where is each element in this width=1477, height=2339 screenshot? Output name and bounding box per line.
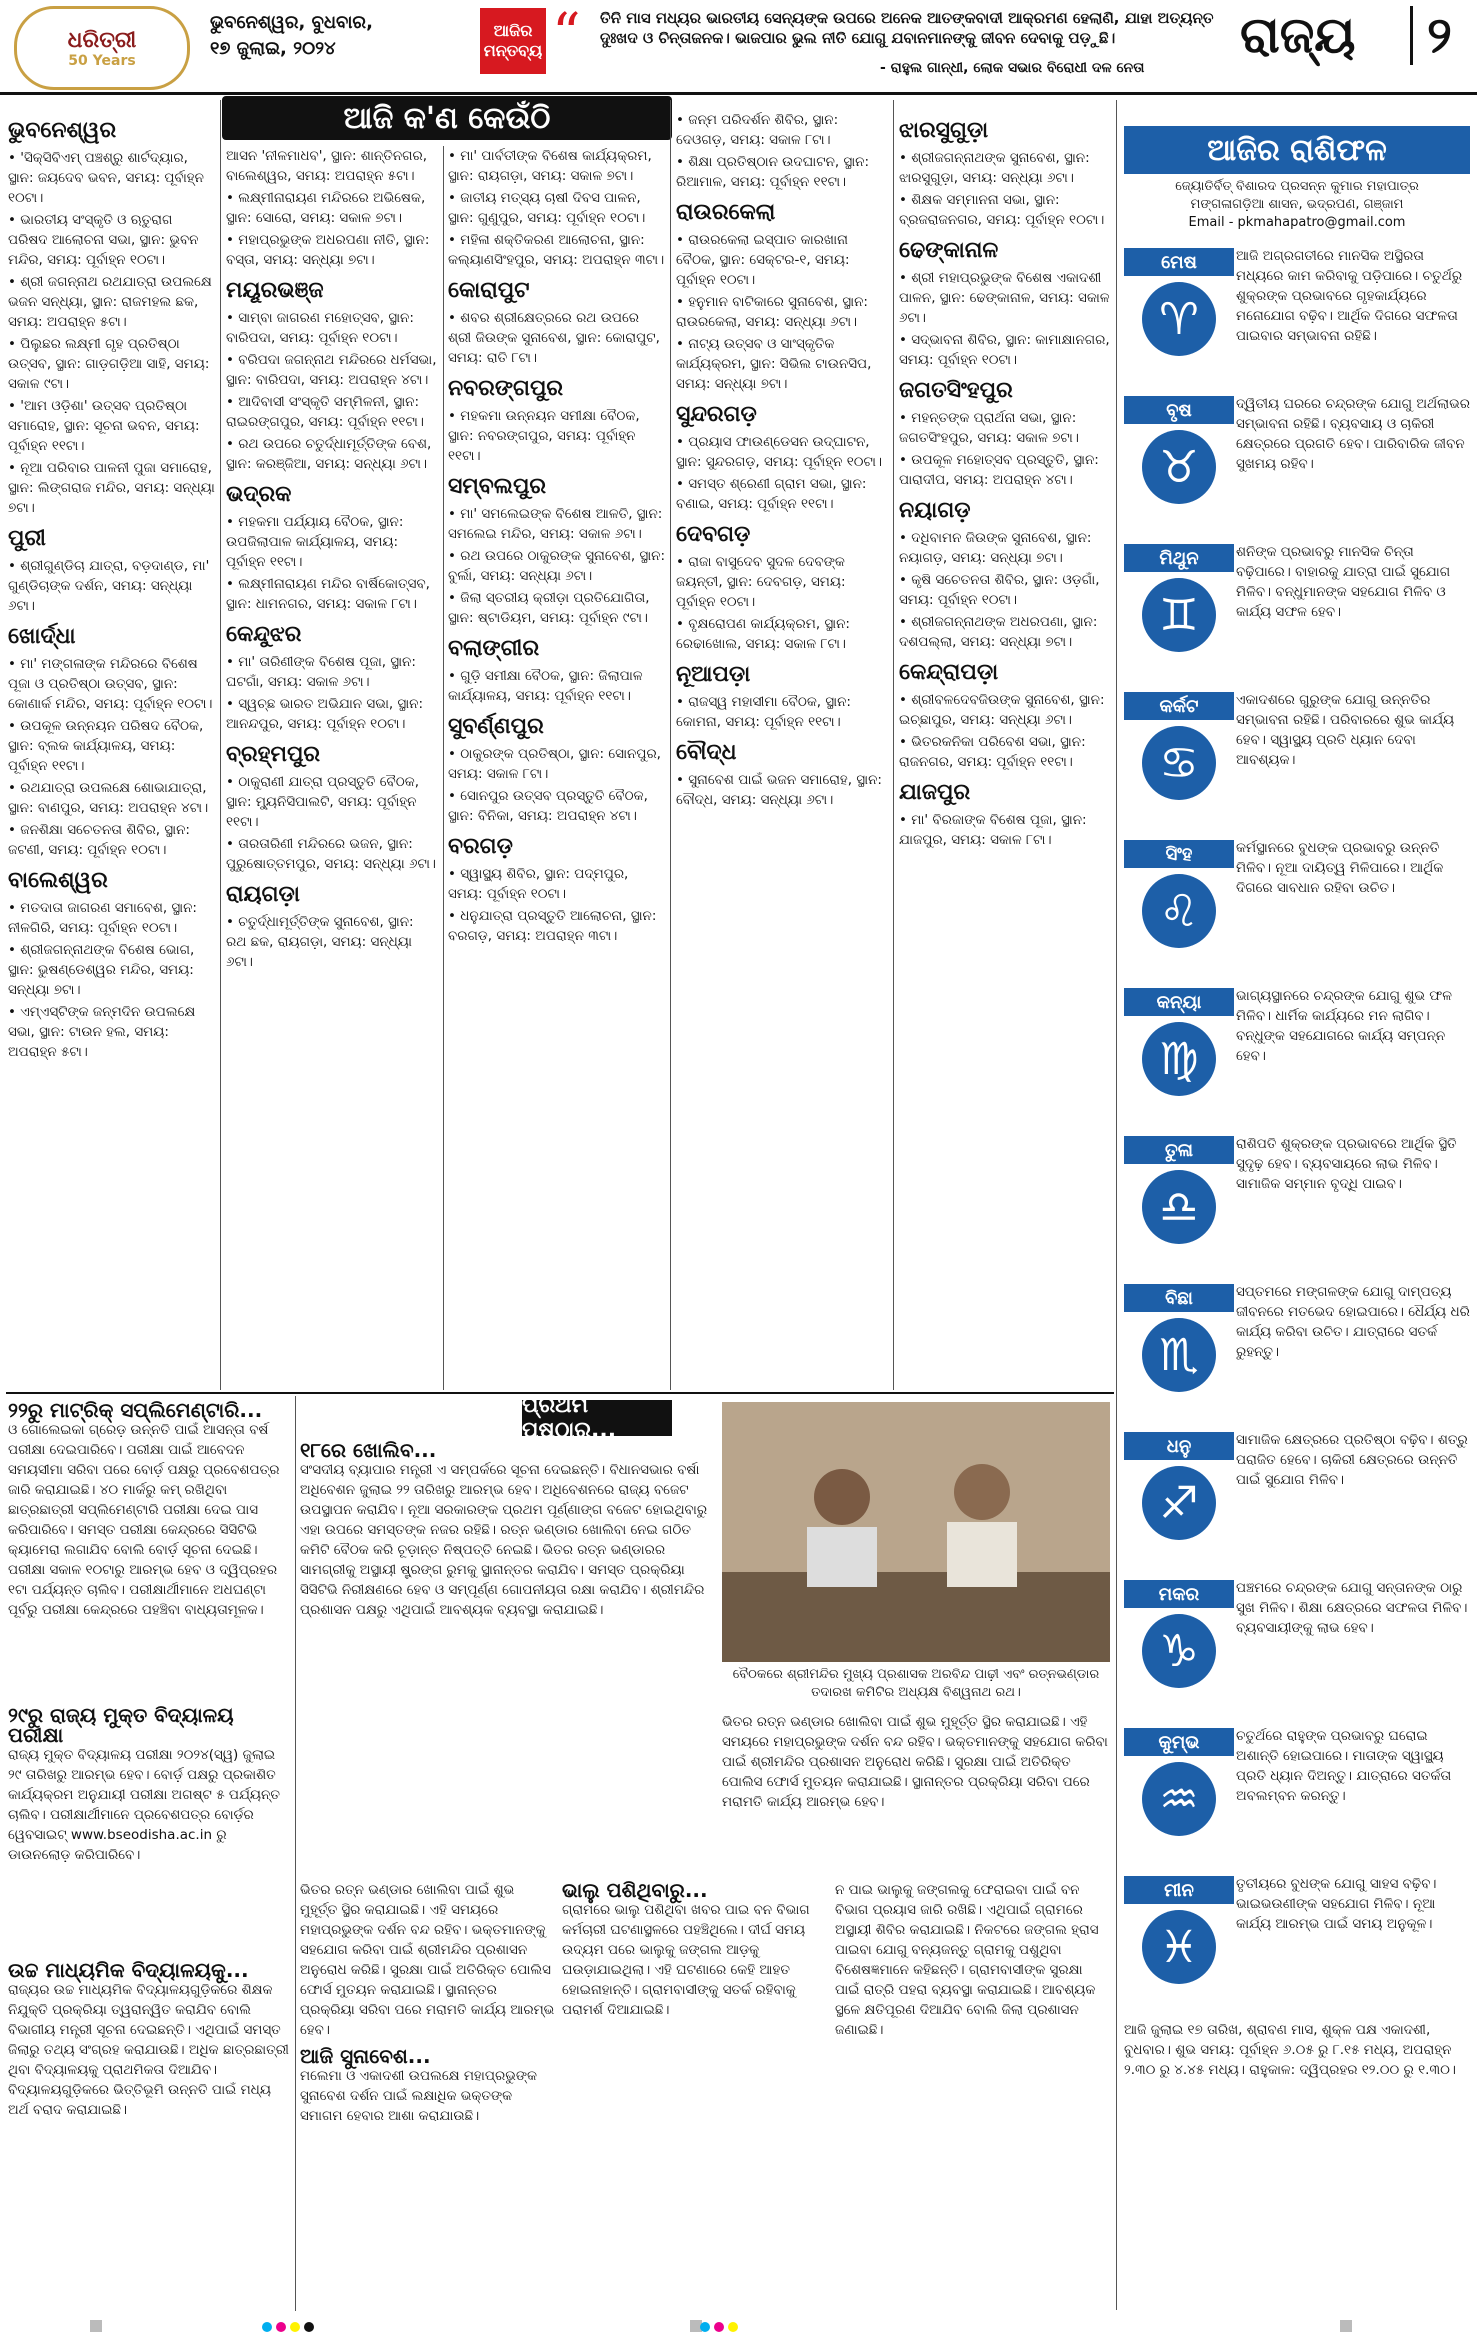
event-item: • ତାରତାରିଣୀ ମନ୍ଦିରରେ ଭଜନ, ସ୍ଥାନ: ପୁରୁଷୋତ୍ତମପୁର, ସମୟ: ସନ୍ଧ୍ୟା ୬ଟା। <box>226 836 437 872</box>
zodiac-icon: ♑ <box>1142 1614 1216 1688</box>
astrologer-name: ଜ୍ୟୋତିର୍ବିତ୍‌ ବିଶାରଦ ପ୍ରସନ୍ନ କୁମାର ମହାପାତ୍ର <box>1175 179 1419 194</box>
article-ratna-bhandar <box>300 1440 716 1870</box>
event-item: • ନୂଆ ପରିବାର ପାଳନୀ ପୁଜା ସମାରୋହ, ସ୍ଥାନ: ଲିଙ୍ଗରାଜ ମନ୍ଦିର, ସମୟ: ସନ୍ଧ୍ୟା ୭ଟା। <box>8 460 215 516</box>
events-banner: ଆଜି କ'ଣ କେଉଁଠି <box>222 96 672 140</box>
event-item: • ବୃକ୍ଷରୋପଣ କାର୍ଯ୍ୟକ୍ରମ, ସ୍ଥାନ: ରେଢାଖୋଲ, ସମୟ: ସକାଳ ୮ଟା। <box>676 616 850 652</box>
event-item: • 'ଆମ ଓଡ଼ିଶା' ଉତ୍ସବ ପ୍ରତିଷ୍ଠା ସମାରୋହ, ସ୍ଥାନ: ସୂଚନା ଭବନ, ସମୟ: ପୂର୍ବାହ୍ନ ୧୧ଟା। <box>8 398 200 454</box>
article-body: ଓ ଗୋଲେଇକା ଗ୍ରେଡ଼ ଉନ୍ନତି ପାଇଁ ଆସନ୍ତା ବର୍ଷ ପରୀକ୍ଷା ଦେଇପାରିବେ। ପରୀକ୍ଷା ପାଇଁ ଆବେଦନ ସମୟସୀମା ସରିବା ପରେ ବୋର୍ଡ଼ ପକ୍ଷରୁ ପ୍ରବେଶପତ୍ର ଜାରି କରାଯାଇଛି। ୪୦ ମାର୍କରୁ କମ୍ ରଖିଥିବା ଛାତ୍ରଛାତ୍ରୀ ସପ୍ଲିମେଣ୍ଟାରି ପରୀକ୍ଷା ଦେଇ ପାସ କରିପାରିବେ। ସମସ୍ତ ପରୀକ୍ଷା କେନ୍ଦ୍ରରେ ସିସିଟିଭି କ୍ୟାମେରା ଲଗାଯିବ ବୋଲି ବୋର୍ଡ଼ ସୂଚନା ଦେଇଛି। ପରୀକ୍ଷା ସକାଳ ୧୦ଟାରୁ ଆରମ୍ଭ ହେବ ଓ ଦ୍ୱିପ୍ରହର ୧ଟା ପର୍ଯ୍ୟନ୍ତ ଚାଲିବ। ପରୀକ୍ଷାର୍ଥୀମାନେ ଅଧଘଣ୍ଟା ପୂର୍ବରୁ ପରୀକ୍ଷା କେନ୍ଦ୍ରରେ ପହଞ୍ଚିବା ବାଧ୍ୟତାମୂଳକ। <box>8 1422 280 1618</box>
rashi-prediction: ରାଶିପତି ଶୁକ୍ରଙ୍କ ପ୍ରଭାବରେ ଆର୍ଥିକ ସ୍ଥିତି ସୁଦୃଢ଼ ହେବ। ବ୍ୟବସାୟରେ ଲାଭ ମିଳିବ। ସାମାଜିକ ସମ୍ମାନ ବୃଦ୍ଧି ପାଇବ। <box>1236 1136 1457 1192</box>
article-headline: ୨୯ରୁ ରାଜ୍ୟ ମୁକ୍ତ ବିଦ୍ୟାଳୟ ପରୀକ୍ଷା <box>8 1705 234 1747</box>
column-divider <box>220 100 221 1390</box>
event-item: • କୃଷି ସଚେତନତା ଶିବିର, ସ୍ଥାନ: ଓଡ଼ଗାଁ, ସମୟ: ପୂର୍ବାହ୍ନ ୧୦ଟା। <box>899 572 1100 608</box>
zodiac-icon: ♏ <box>1142 1318 1216 1392</box>
rashi-entry <box>1124 838 1470 988</box>
article-body: ନ ପାଇ ଭାଲୁକୁ ଜଙ୍ଗଲକୁ ଫେରାଇବା ପାଇଁ ବନ ବିଭାଗ ପ୍ରୟାସ ଜାରି ରଖିଛି। ଏଥିପାଇଁ ଗ୍ରାମରେ ଅସ୍ଥାୟୀ ଶିବିର କରାଯାଇଛି। ନିକଟରେ ଜଙ୍ଗଲ ହ୍ରାସ ପାଇବା ଯୋଗୁ ବନ୍ୟଜନ୍ତୁ ଗ୍ରାମକୁ ପଶୁଥିବା ବିଶେଷଜ୍ଞମାନେ କହିଛନ୍ତି। ଗ୍ରାମବାସୀଙ୍କ ସୁରକ୍ଷା ପାଇଁ ରାତ୍ରି ପହରା ବ୍ୟବସ୍ଥା କରାଯାଇଛି। ଆବଶ୍ୟକ ସ୍ଥଳେ କ୍ଷତିପୂରଣ ଦିଆଯିବ ବୋଲି ଜିଲା ପ୍ରଶାସନ ଜଣାଇଛି। <box>835 1882 1099 2038</box>
event-item: • ବରିପଦା ଜଗନ୍ନାଥ ମନ୍ଦିରରେ ଧର୍ମସଭା, ସ୍ଥାନ: ବାରିପଦା, ସମୟ: ଅପରାହ୍ନ ୪ଟା। <box>226 352 437 388</box>
zodiac-icon: ♎ <box>1142 1170 1216 1244</box>
article-body: ରାଜ୍ୟ ମୁକ୍ତ ବିଦ୍ୟାଳୟ ପରୀକ୍ଷା ୨୦୨୪(ସ୍ୱ) ଜୁଲାଇ ୨୯ ତାରିଖରୁ ଆରମ୍ଭ ହେବ। ବୋର୍ଡ଼ ପକ୍ଷରୁ ପ୍ରକାଶିତ କାର୍ଯ୍ୟକ୍ରମ ଅନୁଯାୟୀ ପରୀକ୍ଷା ଅଗଷ୍ଟ ୫ ପର୍ଯ୍ୟନ୍ତ ଚାଲିବ। ପରୀକ୍ଷାର୍ଥୀମାନେ ପ୍ରବେଶପତ୍ର ବୋର୍ଡ଼ର ୱେବସାଇଟ୍ www.bseodisha.ac.in ରୁ ଡାଉନଲୋଡ଼ କରିପାରିବେ। <box>8 1747 280 1863</box>
event-item: • ଚତୁର୍ଦ୍ଧାମୂର୍ତ୍ତିଙ୍କ ସୁନାବେଶ, ସ୍ଥାନ: ରଥ ଛକ, ରାୟଗଡ଼ା, ସମୟ: ସନ୍ଧ୍ୟା ୬ଟା। <box>226 914 414 970</box>
column-divider <box>295 1396 296 2311</box>
event-city-heading: ଝାରସୁଗୁଡ଼ା <box>899 118 989 143</box>
astrologer-address: ମଙ୍ଗଳାଗଡ଼ିଆ ଶାସନ, ଭଦ୍ରପଣ, ଗଞ୍ଜାମ <box>1190 197 1404 212</box>
meeting-photo-icon <box>722 1402 1110 1662</box>
column-divider <box>443 146 444 1390</box>
event-city-heading: ବରଗଡ଼ <box>448 834 513 859</box>
event-item: • ମା' ସମଲେଇଙ୍କ ବିଶେଷ ଆଳତି, ସ୍ଥାନ: ସମଲେଇ ମନ୍ଦିର, ସମୟ: ସକାଳ ୬ଟା। <box>448 506 663 542</box>
rashi-name: ମିଥୁନ <box>1124 544 1234 572</box>
page-number: ୨ <box>1410 6 1452 65</box>
event-city-heading: ବୌଦ୍ଧ <box>676 740 737 765</box>
event-item: • 'ସିକ୍ସିବିଏମ୍ ପଞ୍ଚଶ୍ରୁ ଶାର୍ଟଦ୍ୟାର, ସ୍ଥାନ: ଜୟଦେବ ଭବନ, ସମୟ: ପୂର୍ବାହ୍ନ ୧୦ଟା। <box>8 150 204 206</box>
rashi-name: ଧନୁ <box>1124 1432 1234 1460</box>
event-item: • ଦଧିବାମନ ଜିଉଙ୍କ ସୁନାବେଶ, ସ୍ଥାନ: ନୟାଗଡ଼, ସମୟ: ସନ୍ଧ୍ୟା ୭ଟା। <box>899 530 1092 566</box>
event-item: • ଶ୍ରୀଜଗନ୍ନାଥଙ୍କ ସୁନାବେଶ, ସ୍ଥାନ: ଝାରସୁଗୁଡ଼ା, ସମୟ: ସନ୍ଧ୍ୟା ୬ଟା। <box>899 150 1090 186</box>
events-column-2 <box>226 146 438 1386</box>
event-item: • ଜାତୀୟ ମତ୍ସ୍ୟ ଚାଷୀ ଦିବସ ପାଳନ, ସ୍ଥାନ: ଗୁଣୁପୁର, ସମୟ: ପୂର୍ବାହ୍ନ ୧୦ଟା। <box>448 190 646 226</box>
article-headline: ୨୨ରୁ ମାଟ୍ରିକ୍ ସପ୍ଲିମେଣ୍ଟାରି... <box>8 1400 263 1422</box>
rashi-name: ମେଷ <box>1124 248 1234 276</box>
news-photo <box>722 1402 1110 1662</box>
article-body: ମଲେମା ଓ ଏକାଦଶୀ ଉପଲକ୍ଷେ ମହାପ୍ରଭୁଙ୍କ ସୁନାବେଶ ଦର୍ଶନ ପାଇଁ ଲକ୍ଷାଧିକ ଭକ୍ତଙ୍କ ସମାଗମ ହେବାର ଆଶା କରାଯାଉଛି। <box>300 2068 537 2124</box>
event-city-heading: ରାଉରକେଲା <box>676 200 776 225</box>
zodiac-icon: ♐ <box>1142 1466 1216 1540</box>
event-item: • ଶ୍ରୀଜଗନ୍ନାଥଙ୍କ ଅଧରପଣା, ସ୍ଥାନ: ଦଶପଲ୍ଲା, ସମୟ: ସନ୍ଧ୍ୟା ୭ଟା। <box>899 614 1098 650</box>
event-item: • ଜିଲା ସ୍ତରୀୟ କ୍ରୀଡ଼ା ପ୍ରତିଯୋଗିତା, ସ୍ଥାନ: ଷ୍ଟାଡିୟମ, ସମୟ: ପୂର୍ବାହ୍ନ ୯ଟା। <box>448 590 650 626</box>
event-item: • ରାଜସ୍ୱ ମହାସୀମା ବୈଠକ, ସ୍ଥାନ: କୋମନା, ସମୟ: ପୂର୍ବାହ୍ନ ୧୧ଟା। <box>676 694 851 730</box>
event-city-heading: ଦେବଗଡ଼ <box>676 522 751 547</box>
event-item: • ଠାକୁରାଣୀ ଯାତ୍ରା ପ୍ରସ୍ତୁତି ବୈଠକ, ସ୍ଥାନ: ମ୍ୟୁନିସିପାଲଟି, ସମୟ: ପୂର୍ବାହ୍ନ ୧୧ଟା। <box>226 774 420 830</box>
event-city-heading: ଢେଙ୍କାନାଳ <box>899 238 999 263</box>
column-divider <box>670 100 671 1390</box>
article-bear-left <box>300 1880 555 2310</box>
event-item: • ସ୍ୱାସ୍ଥ୍ୟ ଶିବିର, ସ୍ଥାନ: ପଦ୍ମପୁର, ସମୟ: ପୂର୍ବାହ୍ନ ୧୦ଟା। <box>448 866 629 902</box>
event-city-heading: ନୟାଗଡ଼ <box>899 498 971 523</box>
event-item: • ମତଦାତା ଜାଗରଣ ସମାବେଶ, ସ୍ଥାନ: ନୀଳଗିରି, ସମୟ: ପୂର୍ବାହ୍ନ ୧୦ଟା। <box>8 900 197 936</box>
event-item: • ମା' ମଙ୍ଗଳାଙ୍କ ମନ୍ଦିରରେ ବିଶେଷ ପୂଜା ଓ ପ୍ରତିଷ୍ଠା ଉତ୍ସବ, ସ୍ଥାନ: କୋଣାର୍କ ମନ୍ଦିର, ସମୟ: ପୂର୍ବାହ୍ନ ୧୦ଟା। <box>8 656 213 712</box>
event-item: • ଉପକୂଳ ମହୋତ୍ସବ ପ୍ରସ୍ତୁତି, ସ୍ଥାନ: ପାରାଦୀପ, ସମୟ: ଅପରାହ୍ନ ୪ଟା। <box>899 452 1099 488</box>
event-city-heading: ନବରଙ୍ଗପୁର <box>448 376 564 401</box>
event-item: • ଆଦିବାସୀ ସଂସ୍କୃତି ସମ୍ମିଳନୀ, ସ୍ଥାନ: ରାଇରଙ୍ଗପୁର, ସମୟ: ପୂର୍ବାହ୍ନ ୧୧ଟା। <box>226 394 424 430</box>
article-headline: ୧୮ରେ ଖୋଲିବ... <box>300 1440 437 1462</box>
event-item: • ମା' ପାର୍ବତୀଙ୍କ ବିଶେଷ କାର୍ଯ୍ୟକ୍ରମ, ସ୍ଥାନ: ରାୟଗଡ଼ା, ସମୟ: ସକାଳ ୭ଟା। <box>448 148 652 184</box>
event-item: • ଶବର ଶ୍ରୀକ୍ଷେତ୍ରରେ ରଥ ଉପରେ ଶ୍ରୀ ଜିଉଙ୍କ ସୁନାବେଶ, ସ୍ଥାନ: କୋରାପୁଟ, ସମୟ: ରାତି ୮ଟା। <box>448 310 660 366</box>
logo-name: ଧରିତ୍ରୀ <box>67 27 137 53</box>
event-item: • ଶ୍ରୀଜଗନ୍ନାଥଙ୍କ ବିଶେଷ ଭୋଗ, ସ୍ଥାନ: ଭୁଷଣ୍ଡେଶ୍ୱର ମନ୍ଦିର, ସମୟ: ସନ୍ଧ୍ୟା ୭ଟା। <box>8 942 195 998</box>
dateline <box>210 10 373 62</box>
events-column-4 <box>676 110 888 1385</box>
article-body: ଭିତର ରତ୍ନ ଭଣ୍ଡାର ଖୋଲିବା ପାଇଁ ଶୁଭ ମୁହୂର୍ତ୍ତ ସ୍ଥିର କରାଯାଇଛି। ଏହି ସମୟରେ ମହାପ୍ରଭୁଙ୍କ ଦର୍ଶନ ବନ୍ଦ ରହିବ। ଭକ୍ତମାନଙ୍କୁ ସହଯୋଗ କରିବା ପାଇଁ ଶ୍ରୀମନ୍ଦିର ପ୍ରଶାସନ ଅନୁରୋଧ କରିଛି। ସୁରକ୍ଷା ପାଇଁ ଅତିରିକ୍ତ ପୋଲିସ ଫୋର୍ସ ମୁତୟନ କରାଯାଇଛି। ସ୍ଥାନାନ୍ତର ପ୍ରକ୍ରିୟା ସରିବା ପରେ ମରାମତି କାର୍ଯ୍ୟ ଆରମ୍ଭ ହେବ। <box>722 1714 1108 1810</box>
event-city-heading: ଭୁବନେଶ୍ୱର <box>8 118 117 143</box>
event-item: • ଜନଶିକ୍ଷା ସଚେତନତା ଶିବିର, ସ୍ଥାନ: ଜଟଣୀ, ସମୟ: ପୂର୍ବାହ୍ନ ୧୦ଟା। <box>8 822 190 858</box>
event-city-heading: ସୁନ୍ଦରଗଡ଼ <box>676 402 757 427</box>
dateline-date: ୧୭ ଜୁଲାଇ, ୨୦୨୪ <box>210 38 336 59</box>
event-item: • ରଥ ଉପରେ ଚତୁର୍ଦ୍ଧାମୂର୍ତ୍ତିଙ୍କ ବେଶ, ସ୍ଥାନ: କରଞ୍ଜିଆ, ସମୟ: ସନ୍ଧ୍ୟା ୬ଟା। <box>226 436 432 472</box>
event-item: • ଲକ୍ଷ୍ମୀନାରାୟଣ ମନ୍ଦିର ବାର୍ଷିକୋତ୍ସବ, ସ୍ଥାନ: ଧାମନଗର, ସମୟ: ସକାଳ ୮ଟା। <box>226 576 430 612</box>
article-headline: ଉଚ୍ଚ ମାଧ୍ୟମିକ ବିଦ୍ୟାଳୟକୁ... <box>8 1960 249 1982</box>
rashi-entry <box>1124 690 1470 840</box>
column-divider <box>893 100 894 1390</box>
event-item: • ଶ୍ରୀ ଜଗନ୍ନାଥ ରଥଯାତ୍ରା ଉପଲକ୍ଷେ ଭଜନ ସନ୍ଧ୍ୟା, ସ୍ଥାନ: ରାଜମହଲ ଛକ, ସମୟ: ଅପରାହ୍ନ ୫ଟା। <box>8 274 212 330</box>
events-column-3 <box>448 146 666 1386</box>
rashiphala-byline <box>1124 178 1470 232</box>
event-item: • ସଦ୍‌ଭାବନା ଶିବିର, ସ୍ଥାନ: କାମାକ୍ଷାନଗର, ସମୟ: ପୂର୍ବାହ୍ନ ୧୦ଟା। <box>899 332 1110 368</box>
event-city-heading: ସମ୍ବଲପୁର <box>448 474 547 499</box>
event-item: • ପିଲୁଛର ଲକ୍ଷ୍ମୀ ଗୃହ ପ୍ରତିଷ୍ଠା ଉତ୍ସବ, ସ୍ଥାନ: ଗାଡ଼ଗଡ଼ିଆ ସାହି, ସମୟ: ସକାଳ ୯ଟା। <box>8 336 210 392</box>
quote-mark-icon: “ <box>552 2 581 67</box>
zodiac-icon: ♍ <box>1142 1022 1216 1096</box>
rashi-name: ବିଛା <box>1124 1284 1234 1312</box>
rashi-name: ମୀନ <box>1124 1876 1234 1904</box>
events-column-5 <box>899 110 1111 1385</box>
rashi-prediction: କର୍ମସ୍ଥାନରେ ବୁଧଙ୍କ ପ୍ରଭାବରୁ ଉନ୍ନତି ମିଳିବ। ନୂଆ ଦାୟିତ୍ୱ ମିଳିପାରେ। ଆର୍ଥିକ ଦିଗରେ ସାବଧାନ ରହିବା ଉଚିତ। <box>1236 840 1444 896</box>
event-item: • ଏମ୍‌ଏସ୍‌ଟିଙ୍କ ଜନ୍ମଦିନ ଉପଲକ୍ଷେ ସଭା, ସ୍ଥାନ: ଟାଉନ ହଲ, ସମୟ: ଅପରାହ୍ନ ୫ଟା। <box>8 1004 196 1060</box>
event-city-heading: ଜଗତସିଂହପୁର <box>899 378 1013 403</box>
event-item: • ରାଉରକେଲା ଇସ୍ପାତ କାରଖାନା ବୈଠକ, ସ୍ଥାନ: ସେକ୍ଟର-୧, ସମୟ: ପୂର୍ବାହ୍ନ ୧୦ଟା। <box>676 232 850 288</box>
zodiac-icon: ♌ <box>1142 874 1216 948</box>
event-item: • ଭାରତୀୟ ସଂସ୍କୃତି ଓ ଋତୁରାଗ ପରିଷଦ ଆଲୋଚନା ସଭା, ସ୍ଥାନ: ଭୁବନ ମନ୍ଦିର, ସମୟ: ପୂର୍ବାହ୍ନ ୧୦ଟା। <box>8 212 199 268</box>
event-item: • ରାଜା ବାସୁଦେବ ସୁଦଳ ଦେବଙ୍କ ଜୟନ୍ତୀ, ସ୍ଥାନ: ଦେବଗଡ଼, ସମୟ: ପୂର୍ବାହ୍ନ ୧୦ଟା। <box>676 554 846 610</box>
article-body: ଗ୍ରାମରେ ଭାଲୁ ପଶିଥିବା ଖବର ପାଇ ବନ ବିଭାଗ କର୍ମଚାରୀ ଘଟଣାସ୍ଥଳରେ ପହଞ୍ଚିଥିଲେ। ଦୀର୍ଘ ସମୟ ଉଦ୍ୟମ ପରେ ଭାଲୁକୁ ଜଙ୍ଗଲ ଆଡ଼କୁ ଘଉଡ଼ାଯାଇଥିଲା। ଏହି ଘଟଣାରେ କେହି ଆହତ ହୋଇନାହାନ୍ତି। ଗ୍ରାମବାସୀଙ୍କୁ ସତର୍କ ରହିବାକୁ ପରାମର୍ଶ ଦିଆଯାଇଛି। <box>562 1902 810 2018</box>
event-item: • ଧନୁଯାତ୍ରା ପ୍ରସ୍ତୁତି ଆଲୋଚନା, ସ୍ଥାନ: ବରଗଡ଼, ସମୟ: ଅପରାହ୍ନ ୩ଟା। <box>448 908 657 944</box>
event-city-heading: ମୟୂରଭଞ୍ଜ <box>226 278 324 303</box>
event-city-heading: ବ୍ରହ୍ମପୁର <box>226 742 321 767</box>
event-item: • ଭିତରକନିକା ପରିବେଶ ସଭା, ସ୍ଥାନ: ରାଜନଗର, ସମୟ: ପୂର୍ବାହ୍ନ ୧୧ଟା। <box>899 734 1086 770</box>
rashi-entry <box>1124 246 1470 396</box>
rashi-entry <box>1124 394 1470 544</box>
event-item: • ନାଟ୍ୟ ଉତ୍ସବ ଓ ସାଂସ୍କୃତିକ କାର୍ଯ୍ୟକ୍ରମ, ସ୍ଥାନ: ସିଭିଲ ଟାଉନସିପ, ସମୟ: ସନ୍ଧ୍ୟା ୭ଟା। <box>676 336 872 392</box>
event-item: • ଶିକ୍ଷା ପ୍ରତିଷ୍ଠାନ ଉଦଘାଟନ, ସ୍ଥାନ: ରିଆମାଳ, ସମୟ: ପୂର୍ବାହ୍ନ ୧୧ଟା। <box>676 154 870 190</box>
rashi-entry <box>1124 1430 1470 1580</box>
article-bear <box>562 1880 827 2310</box>
quote-text: ତିନି ମାସ ମଧ୍ୟର ଭାରତୀୟ ସେନ୍ୟଙ୍କ ଉପରେ ଅନେକ ଆତଙ୍କବାଦୀ ଆକ୍ରମଣ ହେଲାଣି, ଯାହା ଅତ୍ୟନ୍ତ ଦୁଃଖଦ ଓ ଚିନ୍ତାଜନକ। ଭାଜପାର ଭୁଲ ନୀତି ଯୋଗୁ ଯବାନମାନଙ୍କୁ ଜୀବନ ଦେବାକୁ ପଡ଼ୁଛି। <box>600 9 1214 47</box>
event-city-heading: ଖୋର୍ଦ୍ଧା <box>8 624 76 649</box>
astrologer-email: Email - pkmahapatro@gmail.com <box>1188 215 1406 230</box>
rashi-prediction: ଶନିଙ୍କ ପ୍ରଭାବରୁ ମାନସିକ ଚିନ୍ତା ବଢ଼ିପାରେ। ବାହାରକୁ ଯାତ୍ରା ପାଇଁ ସୁଯୋଗ ମିଳିବ। ବନ୍ଧୁମାନଙ୍କ ସହଯୋଗ ମିଳିବ ଓ କାର୍ଯ୍ୟ ସଫଳ ହେବ। <box>1236 544 1451 620</box>
article-headline: ଭାଲୁ ପଶିଥିବାରୁ... <box>562 1880 708 1902</box>
event-item: • ମହାପ୍ରଭୁଙ୍କ ଅଧରପଣା ନୀତି, ସ୍ଥାନ: ବସ୍ତା, ସମୟ: ସନ୍ଧ୍ୟା ୭ଟା। <box>226 232 430 268</box>
rashi-name: ମକର <box>1124 1580 1234 1608</box>
zodiac-icon: ♒ <box>1142 1762 1216 1836</box>
events-column-1 <box>8 110 216 1385</box>
quote-badge: ଆଜିର ମନ୍ତବ୍ୟ <box>480 8 546 74</box>
rashi-name: ତୁଳା <box>1124 1136 1234 1164</box>
event-city-heading: ନୂଆପଡ଼ା <box>676 662 751 687</box>
article-body: ସଂସଦୀୟ ବ୍ୟାପାର ମନ୍ତ୍ରୀ ଏ ସମ୍ପର୍କରେ ସୂଚନା ଦେଇଛନ୍ତି। ବିଧାନସଭାର ବର୍ଷା ଅଧିବେଶନ ଜୁଲାଇ ୨୨ ତାରିଖରୁ ଆରମ୍ଭ ହେବ। ଅଧିବେଶନରେ ରାଜ୍ୟ ବଜେଟ ଉପସ୍ଥାପନ କରାଯିବ। ନୂଆ ସରକାରଙ୍କ ପ୍ରଥମ ପୂର୍ଣ୍ଣାଙ୍ଗ ବଜେଟ ହୋଇଥିବାରୁ ଏହା ଉପରେ ସମସ୍ତଙ୍କ ନଜର ରହିଛି। ରତ୍ନ ଭଣ୍ଡାର ଖୋଲିବା ନେଇ ଗଠିତ କମିଟି ବୈଠକ କରି ଚୂଡ଼ାନ୍ତ ନିଷ୍ପତ୍ତି ନେଇଛି। ଭିତର ରତ୍ନ ଭଣ୍ଡାରର ସାମଗ୍ରୀକୁ ଅସ୍ଥାୟୀ ଷ୍ଟ୍ରଙ୍ଗ ରୁମକୁ ସ୍ଥାନାନ୍ତର କରାଯିବ। ସମସ୍ତ ପ୍ରକ୍ରିୟା ସିସିଟିଭି ନିରୀକ୍ଷଣରେ ହେବ ଓ ସମ୍ପୂର୍ଣ୍ଣ ଗୋପନୀୟତା ରକ୍ଷା କରାଯିବ। ଶ୍ରୀମନ୍ଦିର ପ୍ରଶାସନ ପକ୍ଷରୁ ଏଥିପାଇଁ ଆବଶ୍ୟକ ବ୍ୟବସ୍ଥା କରାଯାଇଛି। <box>300 1462 708 1618</box>
rashi-prediction: ଦ୍ୱିତୀୟ ଘରରେ ଚନ୍ଦ୍ରଙ୍କ ଯୋଗୁ ଅର୍ଥଲାଭର ସମ୍ଭାବନା ରହିଛି। ବ୍ୟବସାୟ ଓ ଚାକିରୀ କ୍ଷେତ୍ରରେ ପ୍ରଗତି ହେବ। ପାରିବାରିକ ଜୀବନ ସୁଖମୟ ରହିବ। <box>1236 396 1470 472</box>
rashi-name: ସିଂହ <box>1124 840 1234 868</box>
article-body: ରାଜ୍ୟର ଉଚ୍ଚ ମାଧ୍ୟମିକ ବିଦ୍ୟାଳୟଗୁଡ଼ିକରେ ଶିକ୍ଷକ ନିଯୁକ୍ତି ପ୍ରକ୍ରିୟା ତ୍ୱରାନ୍ୱିତ କରାଯିବ ବୋଲି ବିଭାଗୀୟ ମନ୍ତ୍ରୀ ସୂଚନା ଦେଇଛନ୍ତି। ଏଥିପାଇଁ ସମସ୍ତ ଜିଲାରୁ ତଥ୍ୟ ସଂଗ୍ରହ କରାଯାଉଛି। ଅଧିକ ଛାତ୍ରଛାତ୍ରୀ ଥିବା ବିଦ୍ୟାଳୟକୁ ପ୍ରାଥମିକତା ଦିଆଯିବ। ବିଦ୍ୟାଳୟଗୁଡ଼ିକରେ ଭିତ୍ତିଭୂମି ଉନ୍ନତି ପାଇଁ ମଧ୍ୟ ଅର୍ଥ ବରାଦ କରାଯାଇଛି। <box>8 1982 289 2118</box>
event-item: • ଲକ୍ଷ୍ମୀନାରାୟଣ ମନ୍ଦିରରେ ଅଭିଷେକ, ସ୍ଥାନ: ସୋରୋ, ସମୟ: ସକାଳ ୭ଟା। <box>226 190 426 226</box>
event-item: • ମହକମା ପର୍ଯ୍ୟାୟ ବୈଠକ, ସ୍ଥାନ: ଉପଜିଲାପାଳ କାର୍ଯ୍ୟାଳୟ, ସମୟ: ପୂର୍ବାହ୍ନ ୧୧ଟା। <box>226 514 404 570</box>
rashi-prediction: ଚତୁର୍ଥରେ ରାହୁଙ୍କ ପ୍ରଭାବରୁ ଘରୋଇ ଅଶାନ୍ତି ହୋଇପାରେ। ମାତାଙ୍କ ସ୍ୱାସ୍ଥ୍ୟ ପ୍ରତି ଧ୍ୟାନ ଦିଅନ୍ତୁ। ଯାତ୍ରାରେ ସତର୍କତା ଅବଲମ୍ବନ କରନ୍ତୁ। <box>1236 1728 1452 1804</box>
article-headline: ଆଜି ସୁନାବେଶ... <box>300 2044 431 2068</box>
event-item: • ମହକମା ଉନ୍ନୟନ ସମୀକ୍ଷା ବୈଠକ, ସ୍ଥାନ: ନବରଙ୍ଗପୁର, ସମୟ: ପୂର୍ବାହ୍ନ ୧୧ଟା। <box>448 408 640 464</box>
event-city-heading: ସୁବର୍ଣ୍ଣପୁର <box>448 714 544 739</box>
event-item: • ଶ୍ରୀବଳଦେବଜିଉଙ୍କ ସୁନାବେଶ, ସ୍ଥାନ: ଇଚ୍ଛାପୁର, ସମୟ: ସନ୍ଧ୍ୟା ୬ଟା। <box>899 692 1105 728</box>
dateline-place: ଭୁବନେଶ୍ୱର, ବୁଧବାର, <box>210 12 373 33</box>
event-city-heading: ବଲାଙ୍ଗୀର <box>448 636 540 661</box>
event-city-heading: ଯାଜପୁର <box>899 780 971 805</box>
front-page-continued-box: ପ୍ରଥମ ପୃଷ୍ଠାରୁ... <box>522 1400 672 1436</box>
rashi-entry <box>1124 1134 1470 1284</box>
article-open-school-exam <box>8 1705 290 1955</box>
event-item: • ମା' ବିରଜାଙ୍କ ବିଶେଷ ପୂଜା, ସ୍ଥାନ: ଯାଜପୁର, ସମୟ: ସକାଳ ୮ଟା। <box>899 812 1087 848</box>
event-item: • ସୋନପୁର ଉତ୍ସବ ପ୍ରସ୍ତୁତି ବୈଠକ, ସ୍ଥାନ: ବିନିକା, ସମୟ: ଅପରାହ୍ନ ୪ଟା। <box>448 788 648 824</box>
event-item: • ପ୍ରୟାସ ଫାଉଣ୍ଡେସନ ଉଦ୍‌ଘାଟନ, ସ୍ଥାନ: ସୁନ୍ଦରଗଡ଼, ସମୟ: ପୂର୍ବାହ୍ନ ୧୦ଟା। <box>676 434 883 470</box>
event-item: • ଗୁଡ଼ି ସମୀକ୍ଷା ବୈଠକ, ସ୍ଥାନ: ଜିଲାପାଳ କାର୍ଯ୍ୟାଳୟ, ସମୟ: ପୂର୍ବାହ୍ନ ୧୧ଟା। <box>448 668 643 704</box>
rashi-prediction: ସପ୍ତମରେ ମଙ୍ଗଳଙ୍କ ଯୋଗୁ ଦାମ୍ପତ୍ୟ ଜୀବନରେ ମତଭେଦ ହୋଇପାରେ। ଧୈର୍ଯ୍ୟ ଧରି କାର୍ଯ୍ୟ କରିବା ଉଚିତ। ଯାତ୍ରାରେ ସତର୍କ ରୁହନ୍ତୁ। <box>1236 1284 1470 1360</box>
logo-years: 50 Years <box>68 52 136 69</box>
event-city-heading: କୋରାପୁଟ <box>448 278 530 303</box>
rashi-entry <box>1124 1874 1470 2024</box>
event-city-heading: ପୁରୀ <box>8 526 46 551</box>
event-city-heading: କେନ୍ଦୁଝର <box>226 622 302 647</box>
column-divider <box>1116 100 1117 2310</box>
newspaper-logo <box>14 6 190 90</box>
article-continued <box>722 1712 1110 1872</box>
rashi-prediction: ସାମାଜିକ କ୍ଷେତ୍ରରେ ପ୍ରତିଷ୍ଠା ବଢ଼ିବ। ଶତ୍ରୁ ପରାଜିତ ହେବେ। ଚାକିରୀ କ୍ଷେତ୍ରରେ ଉନ୍ନତି ପାଇଁ ସୁଯୋଗ ମିଳିବ। <box>1236 1432 1468 1488</box>
article-matric-supplementary <box>8 1400 290 1700</box>
event-item: • ଶିକ୍ଷକ ସମ୍ମାନନା ସଭା, ସ୍ଥାନ: ବ୍ରଜରାଜନଗର, ସମୟ: ପୂର୍ବାହ୍ନ ୧୦ଟା। <box>899 192 1105 228</box>
photo-caption: ବୈଠକରେ ଶ୍ରୀମନ୍ଦିର ମୁଖ୍ୟ ପ୍ରଶାସକ ଅରବିନ୍ଦ ପାଢ଼ୀ ଏବଂ ରତ୍ନଭଣ୍ଡାର ତଦାରଖ କମିଟିର ଅଧ୍ୟକ୍ଷ ବିଶ୍ୱନାଥ ରଥ। <box>732 1667 1100 1700</box>
article-body: ଭିତର ରତ୍ନ ଭଣ୍ଡାର ଖୋଲିବା ପାଇଁ ଶୁଭ ମୁହୂର୍ତ୍ତ ସ୍ଥିର କରାଯାଇଛି। ଏହି ସମୟରେ ମହାପ୍ରଭୁଙ୍କ ଦର୍ଶନ ବନ୍ଦ ରହିବ। ଭକ୍ତମାନଙ୍କୁ ସହଯୋଗ କରିବା ପାଇଁ ଶ୍ରୀମନ୍ଦିର ପ୍ରଶାସନ ଅନୁରୋଧ କରିଛି। ସୁରକ୍ଷା ପାଇଁ ଅତିରିକ୍ତ ପୋଲିସ ଫୋର୍ସ ମୁତୟନ କରାଯାଇଛି। ସ୍ଥାନାନ୍ତର ପ୍ରକ୍ରିୟା ସରିବା ପରେ ମରାମତି କାର୍ଯ୍ୟ ଆରମ୍ଭ ହେବ। <box>300 1882 555 2038</box>
event-item: • ଶ୍ରୀ ମହାପ୍ରଭୁଙ୍କ ବିଶେଷ ଏକାଦଶୀ ପାଳନ, ସ୍ଥାନ: ଢେଙ୍କାନାଳ, ସମୟ: ସକାଳ ୬ଟା। <box>899 270 1110 326</box>
rashi-prediction: ଭାଗ୍ୟସ୍ଥାନରେ ଚନ୍ଦ୍ରଙ୍କ ଯୋଗୁ ଶୁଭ ଫଳ ମିଳିବ। ଧାର୍ମିକ କାର୍ଯ୍ୟରେ ମନ ଲାଗିବ। ବନ୍ଧୁଙ୍କ ସହଯୋଗରେ କାର୍ଯ୍ୟ ସମ୍ପନ୍ନ ହେବ। <box>1236 988 1453 1064</box>
rashi-name: କୁମ୍ଭ <box>1124 1728 1234 1756</box>
event-item: • ସମସ୍ତ ଶ୍ରେଣୀ ଗ୍ରାମ ସଭା, ସ୍ଥାନ: ବଣାଇ, ସମୟ: ପୂର୍ବାହ୍ନ ୧୧ଟା। <box>676 476 867 512</box>
event-item: • ସ୍ୱଚ୍ଛ ଭାରତ ଅଭିଯାନ ସଭା, ସ୍ଥାନ: ଆନନ୍ଦପୁର, ସମୟ: ପୂର୍ବାହ୍ନ ୧୦ଟା। <box>226 696 424 732</box>
rashi-name: କର୍କଟ <box>1124 692 1234 720</box>
event-item: • ମହିଳା ଶକ୍ତିକରଣ ଆଲୋଚନା, ସ୍ଥାନ: କଲ୍ୟାଣସିଂହପୁର, ସମୟ: ଅପରାହ୍ନ ୩ଟା। <box>448 232 665 268</box>
rashi-entry <box>1124 542 1470 692</box>
event-item: • ରଥ ଉପରେ ଠାକୁରଙ୍କ ସୁନାବେଶ, ସ୍ଥାନ: ବୁର୍ଲା, ସମୟ: ସନ୍ଧ୍ୟା ୬ଟା। <box>448 548 666 584</box>
rashi-prediction: ପଞ୍ଚମରେ ଚନ୍ଦ୍ରଙ୍କ ଯୋଗୁ ସନ୍ତାନଙ୍କ ଠାରୁ ସୁଖ ମିଳିବ। ଶିକ୍ଷା କ୍ଷେତ୍ରରେ ସଫଳତା ମିଳିବ। ବ୍ୟବସାୟୀଙ୍କୁ ଲାଭ ହେବ। <box>1236 1580 1468 1636</box>
rashiphala-title: ଆଜିର ରାଶିଫଳ <box>1124 126 1470 174</box>
event-item: • ଠାକୁରଙ୍କ ପ୍ରତିଷ୍ଠା, ସ୍ଥାନ: ସୋନପୁର, ସମୟ: ସକାଳ ୮ଟା। <box>448 746 661 782</box>
zodiac-icon: ♊ <box>1142 578 1216 652</box>
rashi-entry <box>1124 1578 1470 1728</box>
event-item: • ଜନ୍ମ ପରିଦର୍ଶନ ଶିବିର, ସ୍ଥାନ: ଦେଓଗଡ଼, ସମୟ: ସକାଳ ୮ଟା। <box>676 112 839 148</box>
zodiac-icon: ♓ <box>1142 1910 1216 1984</box>
event-item: • ମା' ତାରିଣୀଙ୍କ ବିଶେଷ ପୂଜା, ସ୍ଥାନ: ଘଟଗାଁ, ସମୟ: ସକାଳ ୬ଟା। <box>226 654 416 690</box>
rashi-entry <box>1124 986 1470 1136</box>
event-city-heading: ରାୟଗଡ଼ା <box>226 882 300 907</box>
event-item: • ହନୁମାନ ବାଟିକାରେ ସୁନାବେଶ, ସ୍ଥାନ: ରାଉରକେଲା, ସମୟ: ସନ୍ଧ୍ୟା ୬ଟା। <box>676 294 868 330</box>
zodiac-icon: ♋ <box>1142 726 1216 800</box>
rashi-prediction: ଆଜି ଅଗ୍ରଗତୀରେ ମାନସିକ ଅସ୍ଥିରତା ମଧ୍ୟରେ କାମ କରିବାକୁ ପଡ଼ିପାରେ। ଚତୁର୍ଥରୁ ଶୁକ୍ରଙ୍କ ପ୍ରଭାବରେ ଗୃହକାର୍ଯ୍ୟରେ ମନୋଯୋଗ ବଢ଼ିବ। ଆର୍ଥିକ ଦିଗରେ ସଫଳତା ପାଇବାର ସମ୍ଭାବନା ରହିଛି। <box>1236 248 1463 344</box>
rashi-entry <box>1124 1282 1470 1432</box>
event-item: • ସାମ୍ବା ଜାଗରଣ ମହୋତ୍ସବ, ସ୍ଥାନ: ବାରିପଦା, ସମୟ: ପୂର୍ବାହ୍ନ ୧୦ଟା। <box>226 310 414 346</box>
event-item: • ସୁନାବେଶ ପାଇଁ ଭଜନ ସମାରୋହ, ସ୍ଥାନ: ବୌଦ୍ଧ, ସମୟ: ସନ୍ଧ୍ୟା ୬ଟା। <box>676 772 882 808</box>
rashi-prediction: ତୃତୀୟରେ ବୁଧଙ୍କ ଯୋଗୁ ସାହସ ବଢ଼ିବ। ଭାଇଭଉଣୀଙ୍କ ସହଯୋଗ ମିଳିବ। ନୂଆ କାର୍ଯ୍ୟ ଆରମ୍ଭ ପାଇଁ ସମୟ ଅନୁକୂଳ। <box>1236 1876 1437 1932</box>
event-item: • ରଥଯାତ୍ରା ଉପଲକ୍ଷେ ଶୋଭାଯାତ୍ରା, ସ୍ଥାନ: ବାଣପୁର, ସମୟ: ଅପରାହ୍ନ ୪ଟା। <box>8 780 209 816</box>
article-bear-continued <box>835 1880 1110 2310</box>
event-item: • ମହନ୍ତଙ୍କ ପ୍ରାର୍ଥନା ସଭା, ସ୍ଥାନ: ଜଗତସିଂହପୁର, ସମୟ: ସକାଳ ୭ଟା। <box>899 410 1079 446</box>
rashi-prediction: ଏକାଦଶରେ ଗୁରୁଙ୍କ ଯୋଗୁ ଉନ୍ନତିର ସମ୍ଭାବନା ରହିଛି। ପରିବାରରେ ଶୁଭ କାର୍ଯ୍ୟ ହେବ। ସ୍ୱାସ୍ଥ୍ୟ ପ୍ରତି ଧ୍ୟାନ ଦେବା ଆବଶ୍ୟକ। <box>1236 692 1455 768</box>
rashiphala-footer: ଆଜି ଜୁଲାଇ ୧୭ ତାରିଖ, ଶ୍ରାବଣ ମାସ, ଶୁକ୍ଳ ପକ୍ଷ ଏକାଦଶୀ, ବୁଧବାର। ଶୁଭ ସମୟ: ପୂର୍ବାହ୍ନ ୬.୦୫ ରୁ ୮.୧୫ ମଧ୍ୟ, ଅପରାହ୍ନ ୨.୩୦ ରୁ ୪.୪୫ ମଧ୍ୟ। ରାହୁକାଳ: ଦ୍ୱିପ୍ରହର ୧୨.୦୦ ରୁ ୧.୩୦। <box>1124 2022 1456 2078</box>
article-higher-secondary <box>8 1960 290 2310</box>
rashi-entry <box>1124 1726 1470 1876</box>
quote-attribution: - ରାହୁଲ ଗାନ୍ଧୀ, ଲୋକ ସଭାର ବିରୋଧୀ ଦଳ ନେତା <box>880 60 1145 76</box>
rashi-name: କନ୍ୟା <box>1124 988 1234 1016</box>
event-city-heading: ବାଲେଶ୍ୱର <box>8 868 108 893</box>
zodiac-icon: ♉ <box>1142 430 1216 504</box>
section-name: ରାଜ୍ୟ <box>1240 6 1356 64</box>
event-item: • ଉପକୂଳ ଉନ୍ନୟନ ପରିଷଦ ବୈଠକ, ସ୍ଥାନ: ବ୍ଲକ କାର୍ଯ୍ୟାଳୟ, ସମୟ: ପୂର୍ବାହ୍ନ ୧୧ଟା। <box>8 718 204 774</box>
event-city-heading: ଭଦ୍ରକ <box>226 482 292 507</box>
event-item: ଆସନ 'ନୀଳମାଧବ', ସ୍ଥାନ: ଶାନ୍ତିନଗର, ବାଲେଶ୍ୱର, ସମୟ: ଅପରାହ୍ନ ୫ଟା। <box>226 148 428 184</box>
event-item: • ଶ୍ରୀଗୁଣ୍ଡିଚା ଯାତ୍ରା, ବଡ଼ଦାଣ୍ଡ, ମା' ଗୁଣ୍ଡିଚାଙ୍କ ଦର୍ଶନ, ସମୟ: ସନ୍ଧ୍ୟା ୬ଟା। <box>8 558 210 614</box>
print-registration-marks <box>0 2316 1477 2339</box>
rashi-name: ବୃଷ <box>1124 396 1234 424</box>
event-city-heading: କେନ୍ଦ୍ରାପଡ଼ା <box>899 660 999 685</box>
zodiac-icon: ♈ <box>1142 282 1216 356</box>
